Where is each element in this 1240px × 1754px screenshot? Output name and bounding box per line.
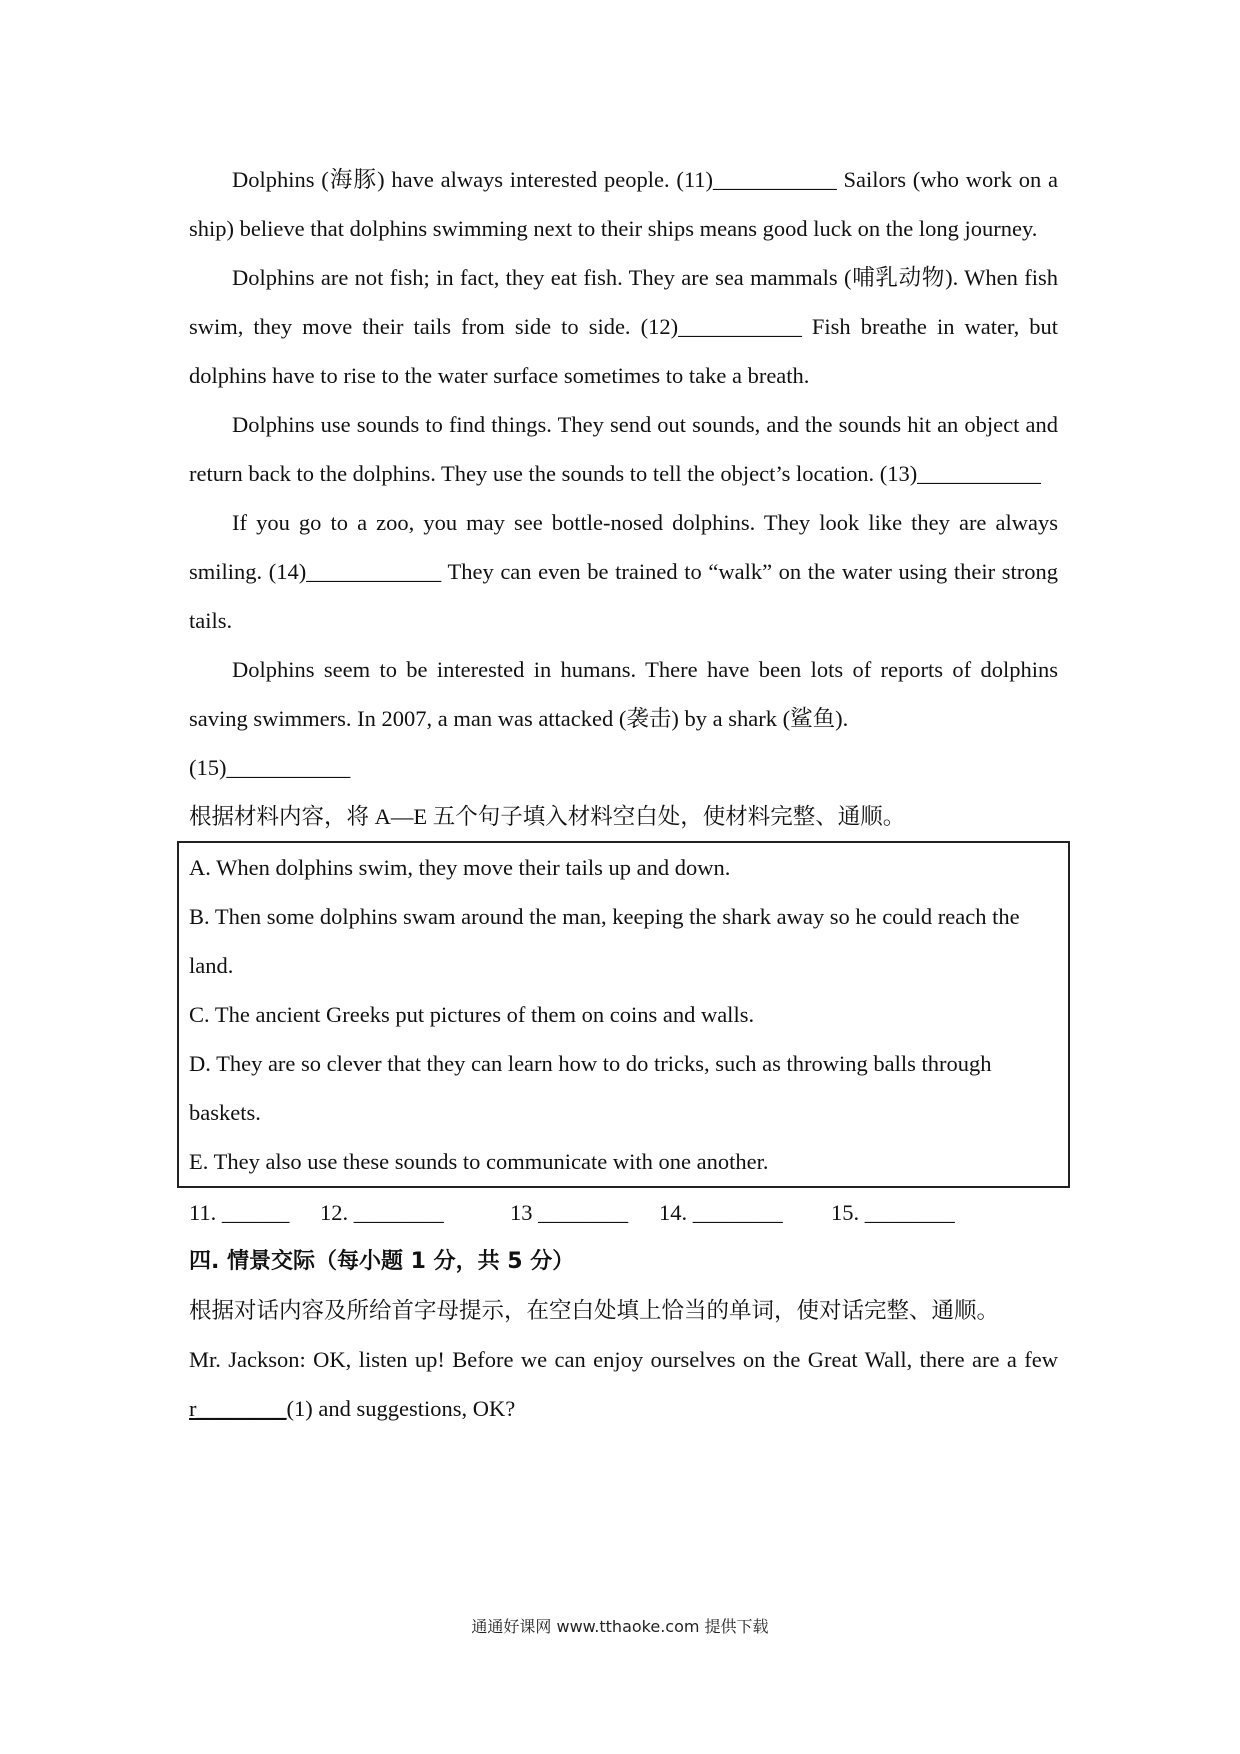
- answer-blank-15: 15. ________: [831, 1200, 955, 1225]
- dialogue-end: (1) and suggestions, OK?: [286, 1396, 516, 1421]
- option-c: C. The ancient Greeks put pictures of them on coins and walls.: [189, 1002, 755, 1027]
- options-box: [177, 841, 1070, 1188]
- passage-blank-15: (15)___________: [189, 755, 351, 780]
- task-instruction: 根据材料内容，将 A—E 五个句子填入材料空白处，使材料完整、通顺。: [189, 804, 906, 829]
- page-footer: 通通好课网 www.tthaoke.com 提供下载: [471, 1617, 769, 1636]
- section-4-instruction: 根据对话内容及所给首字母提示，在空白处填上恰当的单词，使对话完整、通顺。: [189, 1298, 1000, 1323]
- option-a: A. When dolphins swim, they move their tails up and down.: [189, 855, 731, 880]
- dialogue-start: Mr. Jackson: OK, listen up! Before we can enjoy ourselves on the Great Wall, there are a few: [189, 1347, 1058, 1372]
- dialogue-blank-1: r________: [189, 1396, 287, 1421]
- answer-blank-13: 13 ________: [510, 1200, 629, 1225]
- answer-blanks: [189, 1188, 1058, 1237]
- section-4-heading: 四. 情景交际（每小题 1 分，共 5 分）: [189, 1249, 575, 1274]
- passage-paragraph-2: Dolphins are not fish; in fact, they eat fish. They are sea mammals (哺乳动物). When fish swim, they move their tails from side to side. (12)___________ Fish breathe in water, but dolphins have to rise to the water surface sometimes to take a breath.: [189, 265, 1058, 388]
- page-content: [189, 155, 1058, 1433]
- passage-paragraph-3: Dolphins use sounds to find things. They send out sounds, and the sounds hit an object and return back to the dolphins. They use the sounds to tell the object’s location. (13)___________: [189, 412, 1058, 486]
- passage-paragraph-1: Dolphins (海豚) have always interested people. (11)___________ Sailors (who work on a ship) believe that dolphins swimming next to their ships means good luck on the long journey.: [189, 167, 1058, 241]
- answer-blank-11: 11. ______: [189, 1200, 290, 1225]
- option-b: B. Then some dolphins swam around the man, keeping the shark away so he could reach the land.: [189, 904, 1020, 978]
- dialogue-line: [189, 1335, 1058, 1433]
- answer-blank-14: 14. ________: [659, 1200, 783, 1225]
- option-d: D. They are so clever that they can learn how to do tricks, such as throwing balls through baskets.: [189, 1051, 992, 1125]
- passage-paragraph-4: If you go to a zoo, you may see bottle-nosed dolphins. They look like they are always smiling. (14)____________ They can even be trained to “walk” on the water using their strong tails.: [189, 510, 1058, 633]
- option-e: E. They also use these sounds to communicate with one another.: [189, 1149, 769, 1174]
- answer-blank-12: 12. ________: [320, 1200, 444, 1225]
- passage-paragraph-5: Dolphins seem to be interested in humans. There have been lots of reports of dolphins saving swimmers. In 2007, a man was attacked (袭击) by a shark (鲨鱼).: [189, 657, 1058, 731]
